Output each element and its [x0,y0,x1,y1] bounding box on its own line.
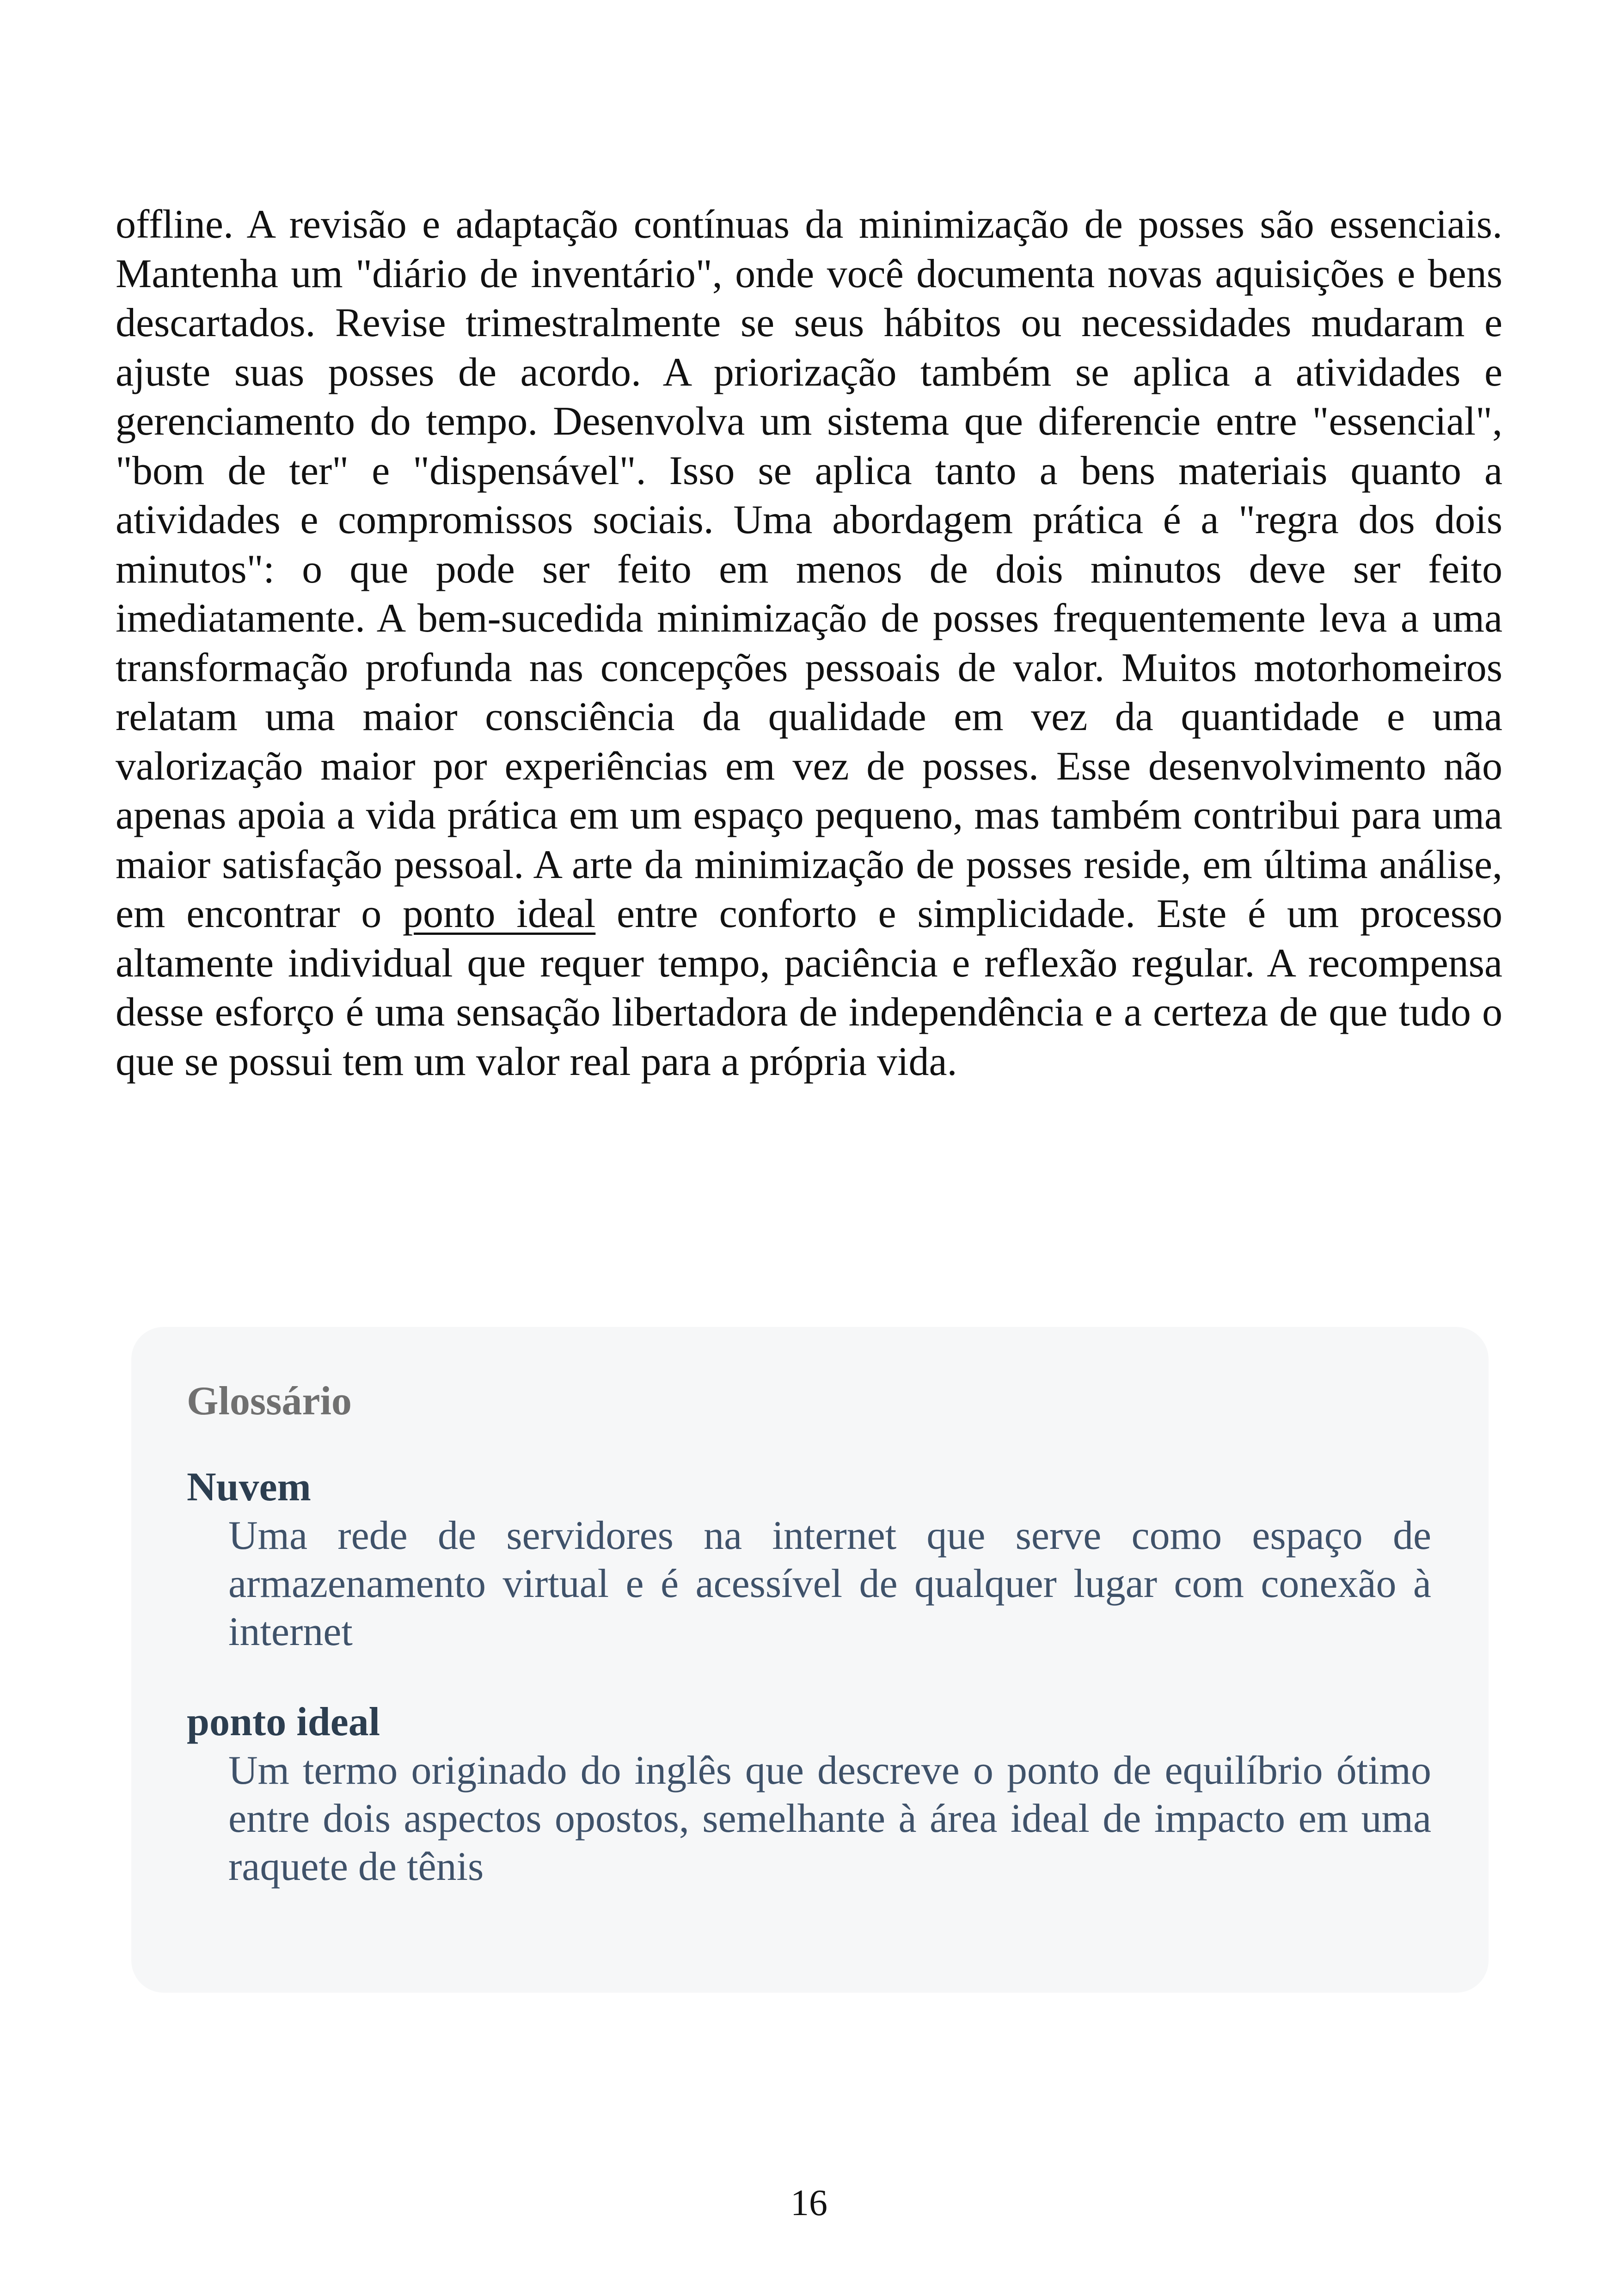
glossary-term-nuvem: Nuvem [187,1465,311,1510]
glossary-definition-nuvem: Uma rede de servidores na internet que serve como espaço de armazenamento virtual e é acessível de qualquer lugar com conexão à internet [228,1513,1431,1654]
glossary-box [131,1327,1489,1993]
body-text-part-1: offline. A revisão e adaptação contínuas da minimização de posses são essenciais. Mantenha um "diário de inventário", onde você documenta novas aquisições e bens descartados. Revise trimestralmente se seus hábitos ou necessidades mudaram e ajuste suas posses de acordo. A priorização também se aplica a atividades e gerenciamento do tempo. Desenvolva um sistema que diferencie entre "essencial", "bom de ter" e "dispensável". Isso se aplica tanto a bens materiais quanto a atividades e compromissos sociais. Uma abordagem prática é a "regra dos dois minutos": o que pode ser feito em menos de dois minutos deve ser feito imediatamente. A bem-sucedida minimização de posses frequentemente leva a uma transformação profunda nas concepções pessoais de valor. Muitos motorhomeiros relatam uma maior consciência da qualidade em vez da quantidade e uma valorização maior por experiências em vez de posses. Esse desenvolvimento não apenas apoia a vida prática em um espaço pequeno, mas também contribui para uma maior satisfação pessoal. A arte da minimização de posses reside, em última análise, em encontrar o [116,202,1502,936]
glossary-definition-ponto-ideal: Um termo originado do inglês que descreve o ponto de equilíbrio ótimo entre dois aspectos opostos, semelhante à área ideal de impacto em uma raquete de tênis [228,1748,1431,1889]
glossary-title: Glossário [187,1379,352,1424]
glossary-term-link[interactable]: ponto ideal [403,891,596,936]
glossary-term-ponto-ideal: ponto ideal [187,1700,380,1744]
body-paragraph [116,200,1502,1087]
body-text-part-2: entre conforto e simplicidade. Este é um processo altamente individual que requer tempo, paciência e reflexão regular. A recompensa desse esforço é uma sensação libertadora de independência e a certeza de que tudo o que se possui tem um valor real para a própria vida. [116,891,1502,1084]
page-number: 16 [791,2183,827,2223]
